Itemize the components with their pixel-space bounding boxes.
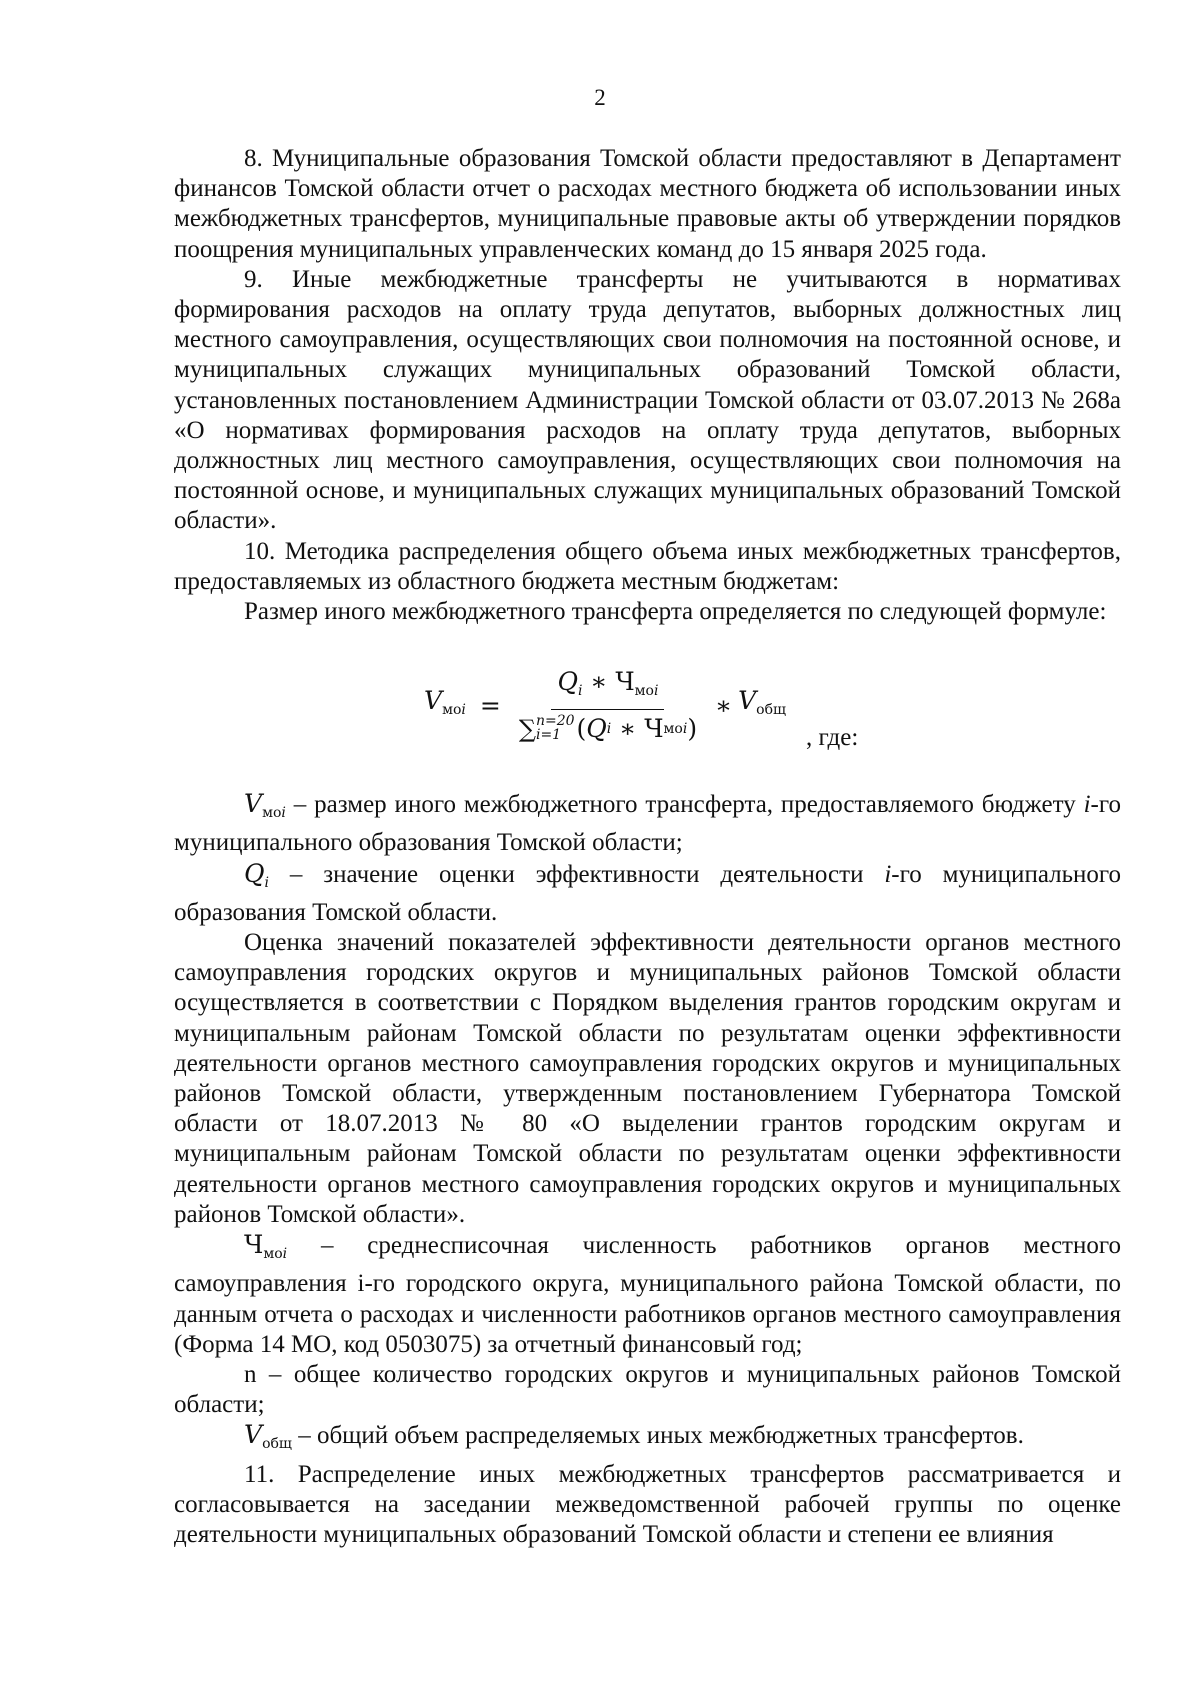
- page-number: 2: [594, 85, 606, 110]
- paragraph-9: 9. Иные межбюджетные трансферты не учитываются в нормативах формирования расходов на оплату труда депутатов, выборных должностных лиц местного самоуправления, осуществляющих свои полномочия на постоянной основе, и муниципальных служащих муниципальных образований Томской области, установленных постановлением Администрации Томской области от 03.07.2013 № 268а «О нормативах формирования расходов на оплату труда депутатов, выборных должностных лиц местного самоуправления, осуществляющих свои полномочия на постоянной основе, и муниципальных служащих муниципальных образований Томской области».: [174, 265, 1121, 535]
- symbol-v-moi: $V_{моi}$: [244, 789, 286, 822]
- symbol-ch-moi: $Ч_{моi}$: [244, 1230, 288, 1263]
- definition-n: n – общее количество городских округов и муниципальных районов Томской области;: [174, 1360, 1121, 1419]
- definition-ch-moi: $Ч_{моi}$ – среднесписочная численность работников органов местного самоуправления i-го городского округа, муниципального района Томской области, по данным отчета о расходах и численности работников органов местного самоуправления (Форма 14 МО, код 0503075) за отчетный финансовый год;: [174, 1230, 1121, 1358]
- definition-v-obsh: $V_{общ}$ – общий объем распределяемых иных межбюджетных трансфертов.: [244, 1420, 1024, 1453]
- sum-sign: ∑: [518, 715, 536, 744]
- formula-where: , где:: [806, 724, 859, 752]
- definition-v-moi: $V_{моi}$ – размер иного межбюджетного трансферта, предоставляемого бюджету i-го муниципального образования Томской области;: [174, 789, 1122, 857]
- paragraph-11: 11. Распределение иных межбюджетных трансфертов рассматривается и согласовывается на заседании межведомственной рабочей группы по оценке деятельности муниципальных образований Томской области и степени ее влияния: [174, 1460, 1121, 1548]
- symbol-v-obsh: $V_{общ}$: [244, 1420, 292, 1453]
- distribution-formula: [424, 667, 786, 744]
- formula-block: [174, 641, 1121, 781]
- formula-fraction: [513, 667, 703, 744]
- formula-intro: Размер иного межбюджетного трансферта определяется по следующей формуле:: [244, 598, 1107, 626]
- assessment-paragraph: Оценка значений показателей эффективности деятельности органов местного самоуправления городских округов и муниципальных районов Томской области осуществляется в соответствии с Порядком выделения грантов городским округам и муниципальным районам Томской области по результатам оценки эффективности деятельности органов местного самоуправления городских округов и муниципальных районов Томской области, утвержденным постановлением Губернатора Томской области от 18.07.2013 № 80 «О выделении грантов городским округам и муниципальным районам Томской области по результатам оценки эффективности деятельности органов местного самоуправления городских округов и муниципальных районов Томской области».: [174, 929, 1121, 1228]
- paragraph-8: 8. Муниципальные образования Томской области предоставляют в Департамент финансов Томской области отчет о расходах местного бюджета об использовании иных межбюджетных трансфертов, муниципальные правовые акты об утверждении порядков поощрения муниципальных управленческих команд до 15 января 2025 года.: [174, 145, 1121, 263]
- document-body: [174, 144, 1121, 1550]
- formula-lhs: $V_{моi}$: [424, 686, 466, 719]
- formula-equals: =: [479, 690, 501, 720]
- symbol-q-i: $Q_i$: [244, 858, 269, 891]
- formula-numerator: $Q_i$ ∗ $Ч_{моi}$: [551, 667, 664, 710]
- definition-q-i: $Q_i$ – значение оценки эффективности деятельности i-го муниципального образования Томской области.: [174, 858, 1122, 926]
- paragraph-10: 10. Методика распределения общего объема иных межбюджетных трансфертов, предоставляемых из областного бюджета местным бюджетам:: [174, 537, 1121, 595]
- sum-limits: n=20 i=1: [535, 712, 575, 743]
- formula-denominator: ∑ n=20 i=1 ( Q i ∗ Ч моi ): [518, 712, 698, 744]
- formula-v-total: $V_{общ}$: [738, 686, 787, 719]
- formula-multiply: ∗: [715, 690, 733, 720]
